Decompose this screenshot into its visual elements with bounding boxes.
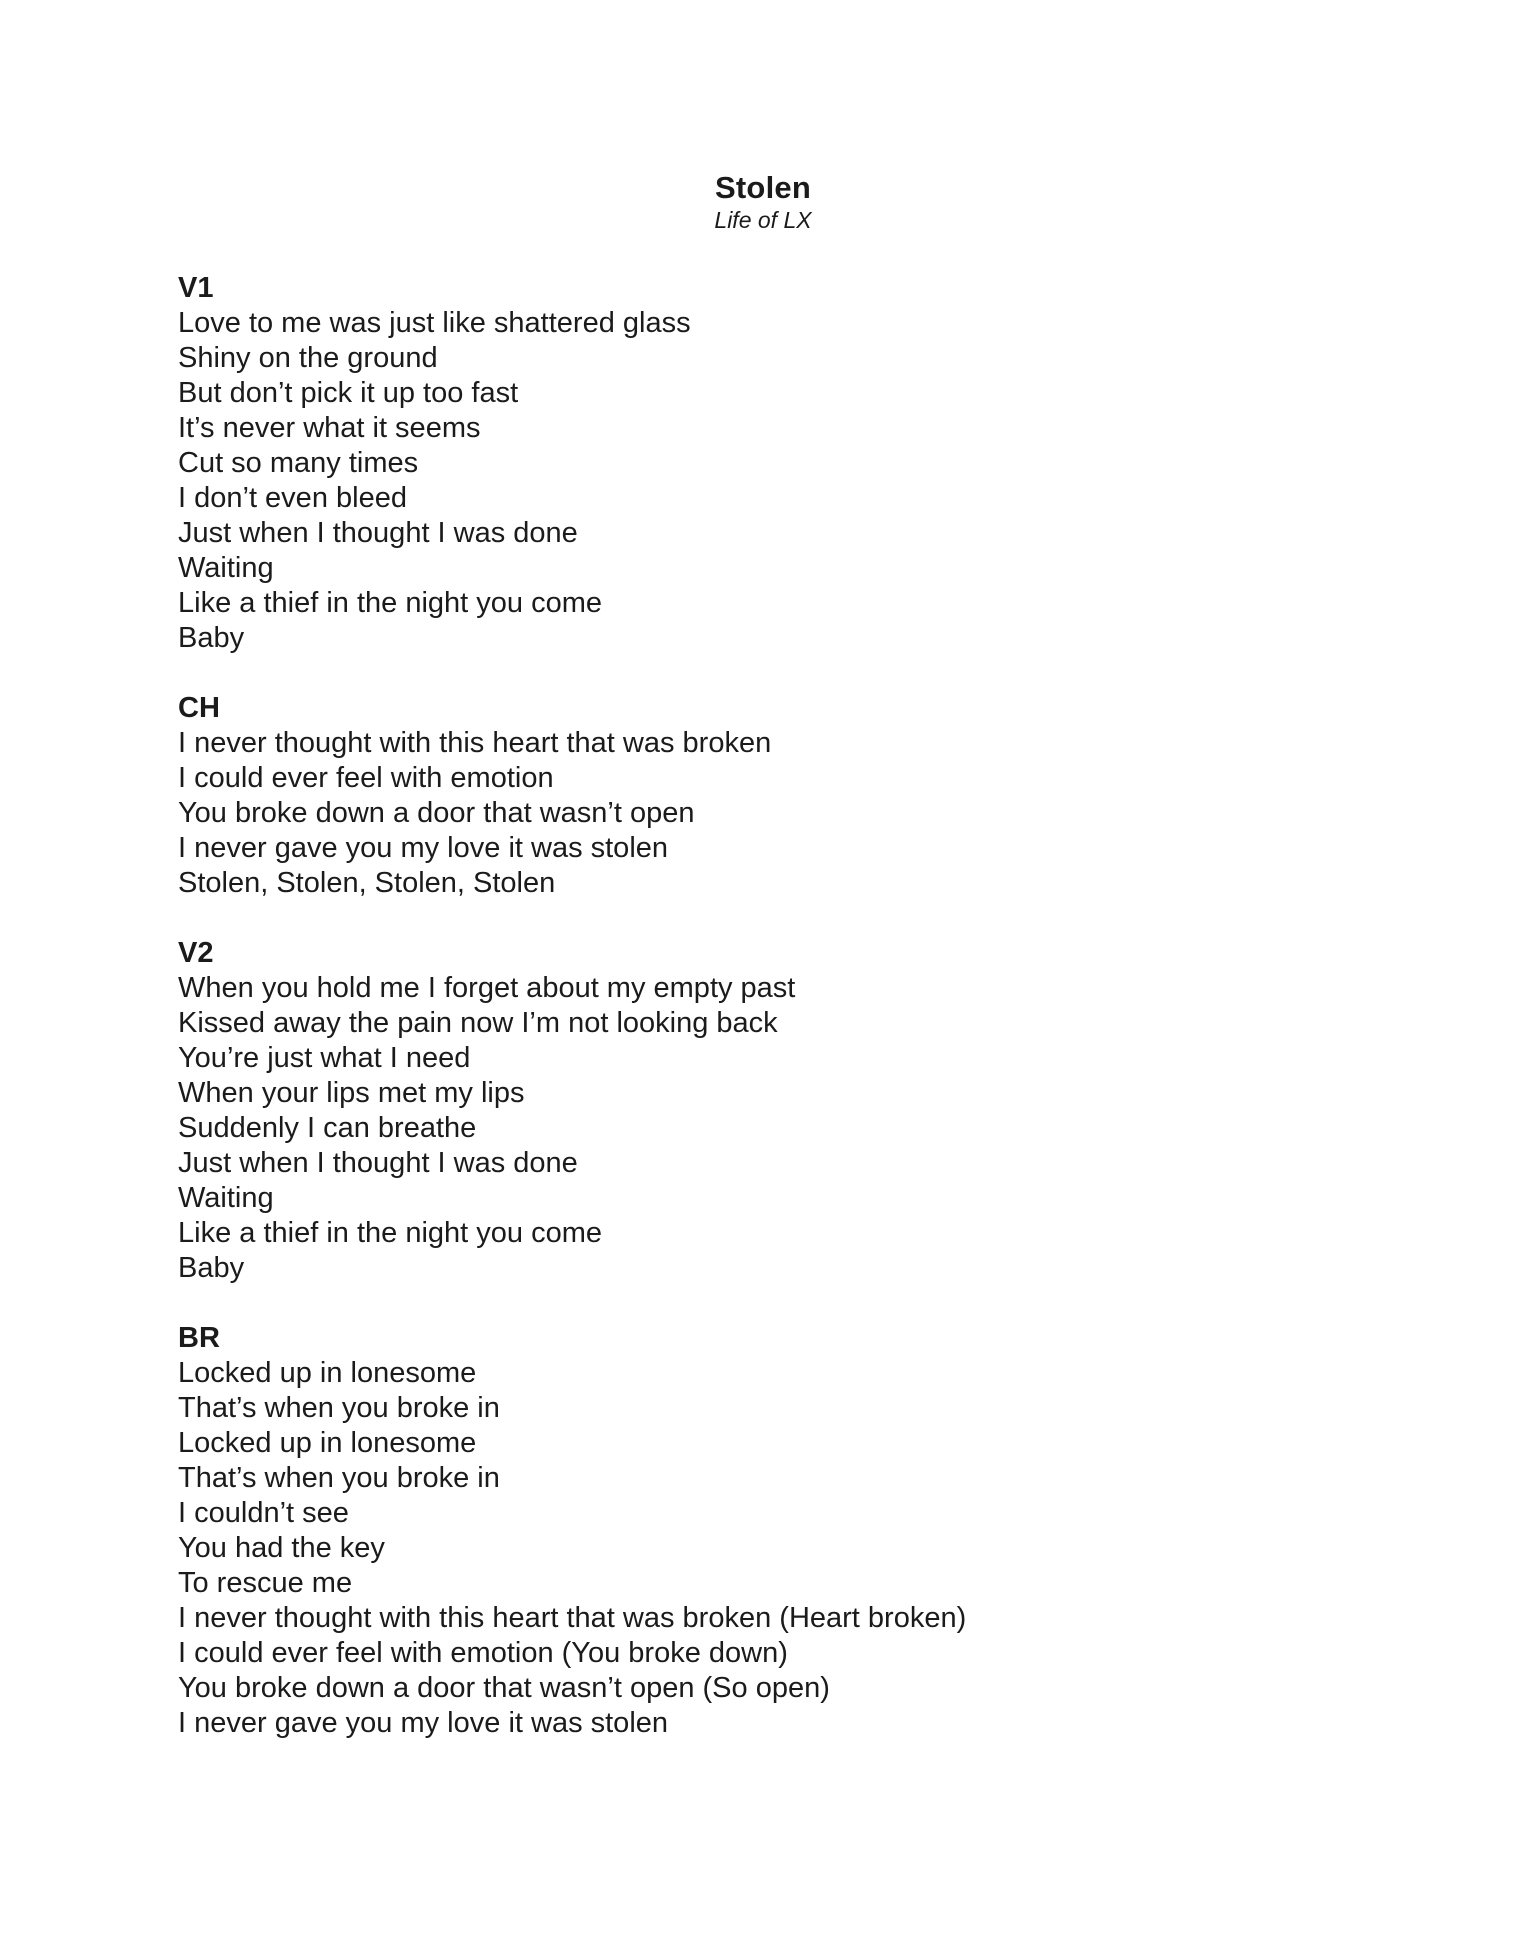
lyric-line: I never thought with this heart that was broken (Heart broken) bbox=[178, 1602, 967, 1634]
lyric-line: Just when I thought I was done bbox=[178, 517, 578, 549]
lyric-line: Locked up in lonesome bbox=[178, 1357, 477, 1389]
lyric-line: Cut so many times bbox=[178, 447, 419, 479]
section-label: V1 bbox=[178, 272, 214, 304]
lyric-line: It’s never what it seems bbox=[178, 412, 481, 444]
lyric-line: Just when I thought I was done bbox=[178, 1147, 578, 1179]
lyric-line: Baby bbox=[178, 1252, 245, 1284]
lyric-line: Kissed away the pain now I’m not looking back bbox=[178, 1007, 778, 1039]
lyric-line: To rescue me bbox=[178, 1567, 353, 1599]
lyric-line: You broke down a door that wasn’t open (So open) bbox=[178, 1672, 830, 1704]
lyrics-body bbox=[178, 271, 1378, 1776]
lyric-line: When your lips met my lips bbox=[178, 1077, 525, 1109]
lyric-line: Like a thief in the night you come bbox=[178, 1217, 602, 1249]
lyric-line: Waiting bbox=[178, 1182, 274, 1214]
lyric-line: I could ever feel with emotion (You broke down) bbox=[178, 1637, 788, 1669]
lyric-line: Baby bbox=[178, 622, 245, 654]
lyric-line: When you hold me I forget about my empty past bbox=[178, 972, 796, 1004]
lyrics-section bbox=[178, 271, 1378, 656]
lyric-line: Love to me was just like shattered glass bbox=[178, 307, 691, 339]
lyric-line: Stolen, Stolen, Stolen, Stolen bbox=[178, 867, 556, 899]
lyric-line: Shiny on the ground bbox=[178, 342, 438, 374]
lyrics-section bbox=[178, 1321, 1378, 1741]
lyric-line: That’s when you broke in bbox=[178, 1392, 500, 1424]
lyric-line: I could ever feel with emotion bbox=[178, 762, 554, 794]
lyric-line: Waiting bbox=[178, 552, 274, 584]
lyric-line: Suddenly I can breathe bbox=[178, 1112, 477, 1144]
song-title: Stolen bbox=[715, 170, 811, 205]
section-label: CH bbox=[178, 692, 220, 724]
lyric-line: But don’t pick it up too fast bbox=[178, 377, 519, 409]
section-label: BR bbox=[178, 1322, 220, 1354]
artist-subtitle: Life of LX bbox=[714, 207, 812, 233]
lyric-line: You broke down a door that wasn’t open bbox=[178, 797, 695, 829]
lyric-line: You’re just what I need bbox=[178, 1042, 471, 1074]
lyric-line: I never gave you my love it was stolen bbox=[178, 1707, 669, 1739]
title-block bbox=[0, 170, 1526, 234]
lyric-line: I never gave you my love it was stolen bbox=[178, 832, 669, 864]
lyric-line: Locked up in lonesome bbox=[178, 1427, 477, 1459]
lyric-line: You had the key bbox=[178, 1532, 385, 1564]
lyric-line: Like a thief in the night you come bbox=[178, 587, 602, 619]
lyric-line: I don’t even bleed bbox=[178, 482, 407, 514]
lyric-line: That’s when you broke in bbox=[178, 1462, 500, 1494]
lyric-line: I never thought with this heart that was broken bbox=[178, 727, 772, 759]
lyric-line: I couldn’t see bbox=[178, 1497, 349, 1529]
lyrics-section bbox=[178, 936, 1378, 1286]
lyrics-section bbox=[178, 691, 1378, 901]
section-label: V2 bbox=[178, 937, 214, 969]
